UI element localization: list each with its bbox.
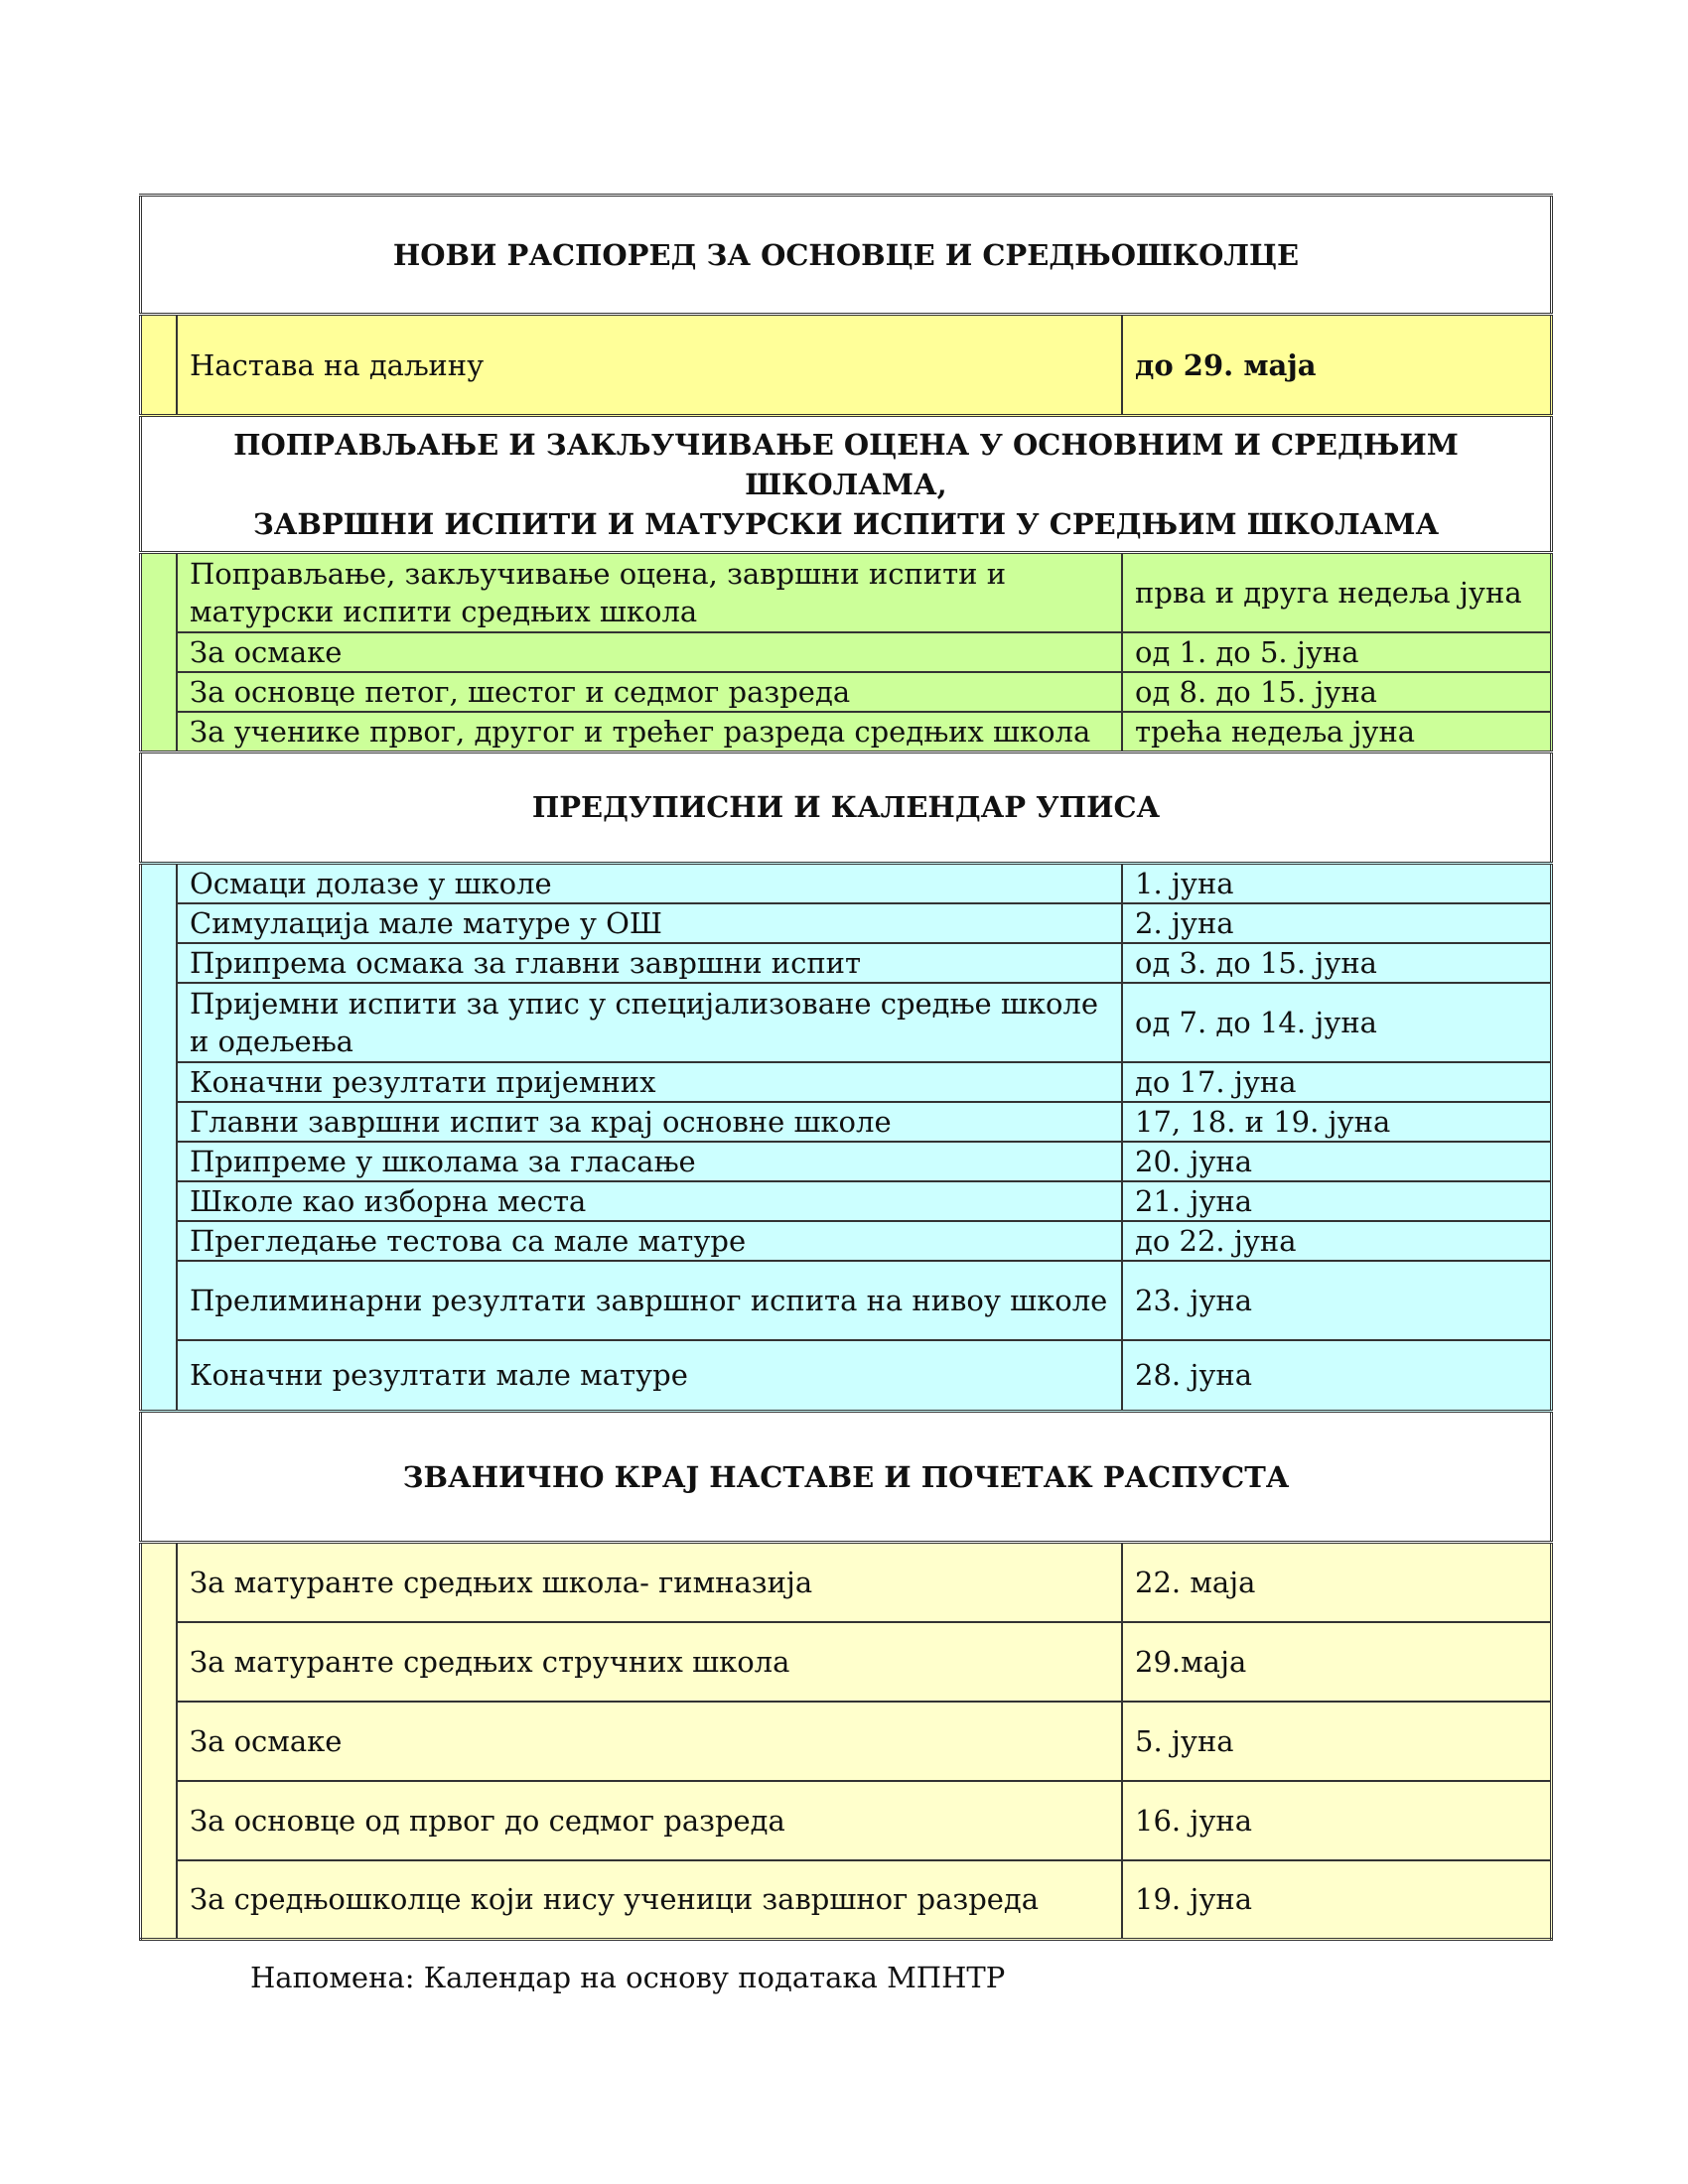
schedule-row xyxy=(141,863,1552,903)
row-value: 21. јуна xyxy=(1122,1181,1552,1221)
row-value: до 17. јуна xyxy=(1122,1062,1552,1102)
row-label: Главни завршни испит за крај основне школе xyxy=(177,1102,1122,1142)
row-value: 19. јуна xyxy=(1122,1860,1552,1940)
row-value: прва и друга недеља јуна xyxy=(1122,553,1552,632)
section-heading xyxy=(141,416,1552,553)
row-label: Прегледање тестова са мале матуре xyxy=(177,1221,1122,1261)
row-value: од 8. до 15. јуна xyxy=(1122,672,1552,712)
row-label: За осмаке xyxy=(177,632,1122,672)
schedule-row xyxy=(141,1543,1552,1622)
row-label: Припреме у школама за гласање xyxy=(177,1142,1122,1181)
title-row xyxy=(141,196,1552,315)
row-value: од 7. до 14. јуна xyxy=(1122,983,1552,1062)
row-value: до 22. јуна xyxy=(1122,1221,1552,1261)
row-value: 23. јуна xyxy=(1122,1261,1552,1340)
schedule-row xyxy=(141,632,1552,672)
section-stripe xyxy=(141,863,178,1412)
schedule-row xyxy=(141,1340,1552,1412)
section-heading xyxy=(141,751,1552,863)
schedule-row xyxy=(141,983,1552,1062)
row-label: За матуранте средњих стручних школа xyxy=(177,1622,1122,1702)
section-heading-line: ПРЕДУПИСНИ И КАЛЕНДАР УПИСА xyxy=(531,790,1161,824)
schedule-row xyxy=(141,1181,1552,1221)
row-value: 20. јуна xyxy=(1122,1142,1552,1181)
row-label: За осмаке xyxy=(177,1702,1122,1781)
section-heading-line: ЗАВРШНИ ИСПИТИ И МАТУРСКИ ИСПИТИ У СРЕДЊИМ ШКОЛАМА xyxy=(252,506,1440,541)
row-label: Настава на даљину xyxy=(177,315,1122,416)
schedule-row xyxy=(141,672,1552,712)
row-value: 1. јуна xyxy=(1122,863,1552,903)
section-heading-row xyxy=(141,416,1552,553)
row-value: 5. јуна xyxy=(1122,1702,1552,1781)
section-heading-row xyxy=(141,751,1552,863)
row-label: Симулација мале матуре у ОШ xyxy=(177,903,1122,943)
section-stripe xyxy=(141,553,178,752)
row-label: За ученике првог, другог и трећег разреда средњих школа xyxy=(177,712,1122,752)
row-value: од 1. до 5. јуна xyxy=(1122,632,1552,672)
schedule-row xyxy=(141,1261,1552,1340)
row-label: За основце петог, шестог и седмог разреда xyxy=(177,672,1122,712)
row-value: 2. јуна xyxy=(1122,903,1552,943)
section-heading-line: ЗВАНИЧНО КРАЈ НАСТАВЕ И ПОЧЕТАК РАСПУСТА xyxy=(402,1459,1290,1494)
schedule-table xyxy=(139,194,1553,1941)
page-title: НОВИ РАСПОРЕД ЗА ОСНОВЦЕ И СРЕДЊОШКОЛЦЕ xyxy=(141,196,1552,315)
section-heading-row xyxy=(141,1412,1552,1543)
schedule-row xyxy=(141,1702,1552,1781)
row-value: 22. маја xyxy=(1122,1543,1552,1622)
schedule-row xyxy=(141,1781,1552,1860)
schedule-row xyxy=(141,1062,1552,1102)
section-heading-line: ПОПРАВЉАЊЕ И ЗАКЉУЧИВАЊЕ ОЦЕНА У ОСНОВНИМ И СРЕДЊИМ ШКОЛАМА, xyxy=(233,427,1459,501)
row-label: Школе као изборна места xyxy=(177,1181,1122,1221)
distance-learning-row xyxy=(141,315,1552,416)
row-label: За матуранте средњих школа- гимназија xyxy=(177,1543,1122,1622)
schedule-row xyxy=(141,1221,1552,1261)
schedule-row xyxy=(141,1622,1552,1702)
schedule-row xyxy=(141,1102,1552,1142)
schedule-row xyxy=(141,1860,1552,1940)
row-label: Коначни резултати мале матуре xyxy=(177,1340,1122,1412)
row-stripe xyxy=(141,315,178,416)
row-value: 29.маја xyxy=(1122,1622,1552,1702)
schedule-row xyxy=(141,553,1552,632)
row-label: Припрема осмака за главни завршни испит xyxy=(177,943,1122,983)
schedule-row xyxy=(141,943,1552,983)
row-label: Коначни резултати пријемних xyxy=(177,1062,1122,1102)
row-value: од 3. до 15. јуна xyxy=(1122,943,1552,983)
row-value: 16. јуна xyxy=(1122,1781,1552,1860)
schedule-row xyxy=(141,1142,1552,1181)
row-label: Пријемни испити за упис у специјализоване средње школе и одељења xyxy=(177,983,1122,1062)
row-label: За основце од првог до седмог разреда xyxy=(177,1781,1122,1860)
row-value: до 29. маја xyxy=(1122,315,1552,416)
row-value: 28. јуна xyxy=(1122,1340,1552,1412)
schedule-row xyxy=(141,712,1552,752)
section-stripe xyxy=(141,1543,178,1940)
row-label: Прелиминарни резултати завршног испита на нивоу школе xyxy=(177,1261,1122,1340)
row-label: За средњошколце који нису ученици завршног разреда xyxy=(177,1860,1122,1940)
row-value: 17, 18. и 19. јуна xyxy=(1122,1102,1552,1142)
row-value: трећа недеља јуна xyxy=(1122,712,1552,752)
section-heading xyxy=(141,1412,1552,1543)
row-label: Осмаци долазе у школе xyxy=(177,863,1122,903)
schedule-row xyxy=(141,903,1552,943)
footnote: Напомена: Календар на основу података МПНТР xyxy=(250,1961,1006,1994)
row-label: Поправљање, закључивање оцена, завршни испити и матурски испити средњих школа xyxy=(177,553,1122,632)
